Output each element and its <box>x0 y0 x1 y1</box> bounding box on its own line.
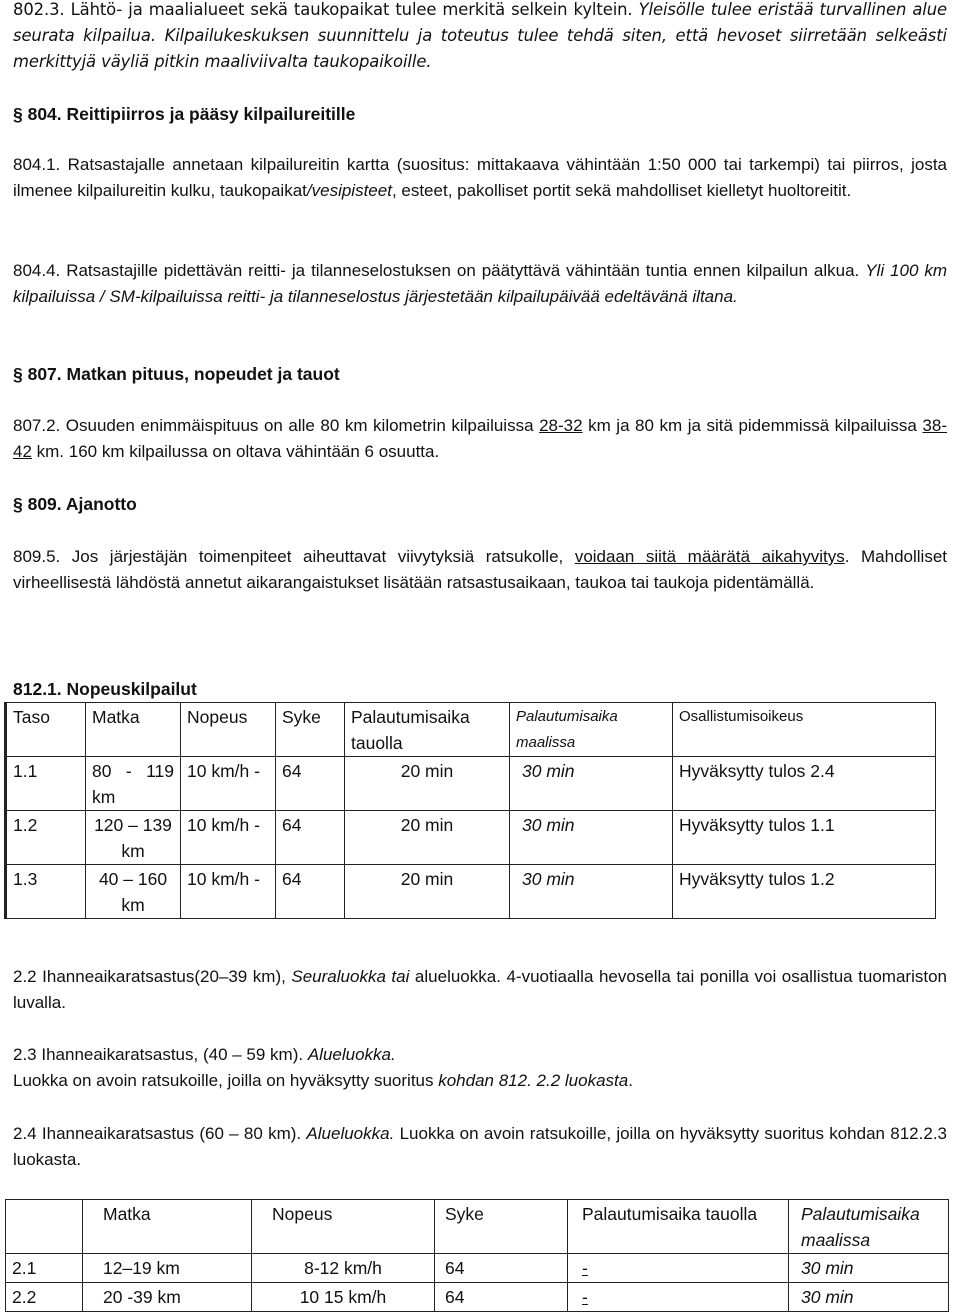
header-cell: Taso <box>6 703 86 757</box>
header-cell: Nopeus <box>181 703 276 757</box>
header-cell <box>6 1200 83 1254</box>
paragraph-2-3: 2.3 Ihanneaikaratsastus, (40 – 59 km). Alueluokka. Luokka on avoin ratsukoille, joilla on hyväksytty suoritus kohdan 812. 2.2 luokasta. <box>13 1045 633 1090</box>
header-cell: Palautumisaika maalissa <box>789 1200 949 1254</box>
header-cell: Syke <box>435 1200 568 1254</box>
speed-class-table <box>4 702 936 919</box>
heading-804: § 804. Reittipiirros ja pääsy kilpailureitille <box>13 104 356 124</box>
paragraph-804-1: 804.1. Ratsastajalle annetaan kilpailureitin kartta (suositus: mittakaava vähintään 1:50 000 tai tarkempi) tai piirros, josta ilmenee kilpailureitin kulku, taukopaikat/vesipisteet, esteet, pakolliset portit sekä mahdolliset kielletyt huoltoreitit. <box>13 155 947 200</box>
paragraph-809-5: 809.5. Jos järjestäjän toimenpiteet aiheuttavat viivytyksiä ratsukolle, voidaan siitä määrätä aikahyvitys. Mahdolliset virheellisestä lähdöstä annetut aikarangaistukset lisätään ratsastusaikaan, taukoa tai taukoja pidentämällä. <box>13 547 948 592</box>
table-header-row <box>6 703 936 757</box>
header-cell: Palautumisaika maalissa <box>510 703 673 757</box>
paragraph-807-2: 807.2. Osuuden enimmäispituus on alle 80 km kilometrin kilpailuissa 28-32 km ja 80 km ja sitä pidemmissä kilpailuissa 38-42 km. 160 km kilpailussa on oltava vähintään 6 osuutta. <box>13 416 947 461</box>
paragraph-2-4: 2.4 Ihanneaikaratsastus (60 – 80 km). Alueluokka. Luokka on avoin ratsukoille, joilla on hyväksytty suoritus kohdan 812.2.3 luokasta. <box>13 1124 947 1169</box>
heading-812-1: 812.1. Nopeuskilpailut <box>13 679 197 699</box>
section-number: 802.3. <box>13 0 65 19</box>
header-cell: Matka <box>86 703 181 757</box>
header-cell: Matka <box>83 1200 252 1254</box>
paragraph-804-4: 804.4. Ratsastajille pidettävän reitti- ja tilanneselostuksen on päätyttävä vähintään tuntia ennen kilpailun alkua. Yli 100 km kilpailuissa / SM-kilpailuissa reitti- ja tilanneselostus järjestetään kilpailupäivää edeltävänä iltana. <box>13 261 948 306</box>
paragraph-802-3: 802.3. Lähtö- ja maalialueet sekä taukopaikat tulee merkitä selkein kyltein. Yleisölle tulee eristää turvallinen alue seurata kilpailua. Kilpailukeskuksen suunnittelu ja toteutus tulee tehdä siten, että hevoset siirretään selkeästi merkittyjä väyliä pitkin maaliviivalta taukopaikoille. <box>13 0 947 71</box>
table-header-row <box>6 1200 949 1254</box>
table-row: 1.3 40 – 160 km 10 km/h - 64 20 min 30 min Hyväksytty tulos 1.2 <box>6 865 936 919</box>
table-row: 2.1 12–19 km 8-12 km/h 64 - 30 min <box>6 1254 949 1283</box>
header-cell: Palautumisaika tauolla <box>345 703 510 757</box>
header-cell: Palautumisaika tauolla <box>568 1200 789 1254</box>
header-cell: Syke <box>276 703 345 757</box>
ideal-time-table <box>5 1199 949 1312</box>
header-cell: Nopeus <box>252 1200 435 1254</box>
paragraph-2-2: 2.2 Ihanneaikaratsastus(20–39 km), Seuraluokka tai alueluokka. 4-vuotiaalla hevosella tai ponilla voi osallistua tuomariston luvalla. <box>13 967 947 1012</box>
table-row: 2.2 20 -39 km 10 15 km/h 64 - 30 min <box>6 1283 949 1312</box>
heading-807: § 807. Matkan pituus, nopeudet ja tauot <box>13 364 340 384</box>
heading-809: § 809. Ajanotto <box>13 494 137 514</box>
table-row: 1.2 120 – 139 km 10 km/h - 64 20 min 30 min Hyväksytty tulos 1.1 <box>6 811 936 865</box>
table-row: 1.1 80 - 119 km 10 km/h - 64 20 min 30 min Hyväksytty tulos 2.4 <box>6 757 936 811</box>
header-cell: Osallistumisoikeus <box>673 703 936 757</box>
